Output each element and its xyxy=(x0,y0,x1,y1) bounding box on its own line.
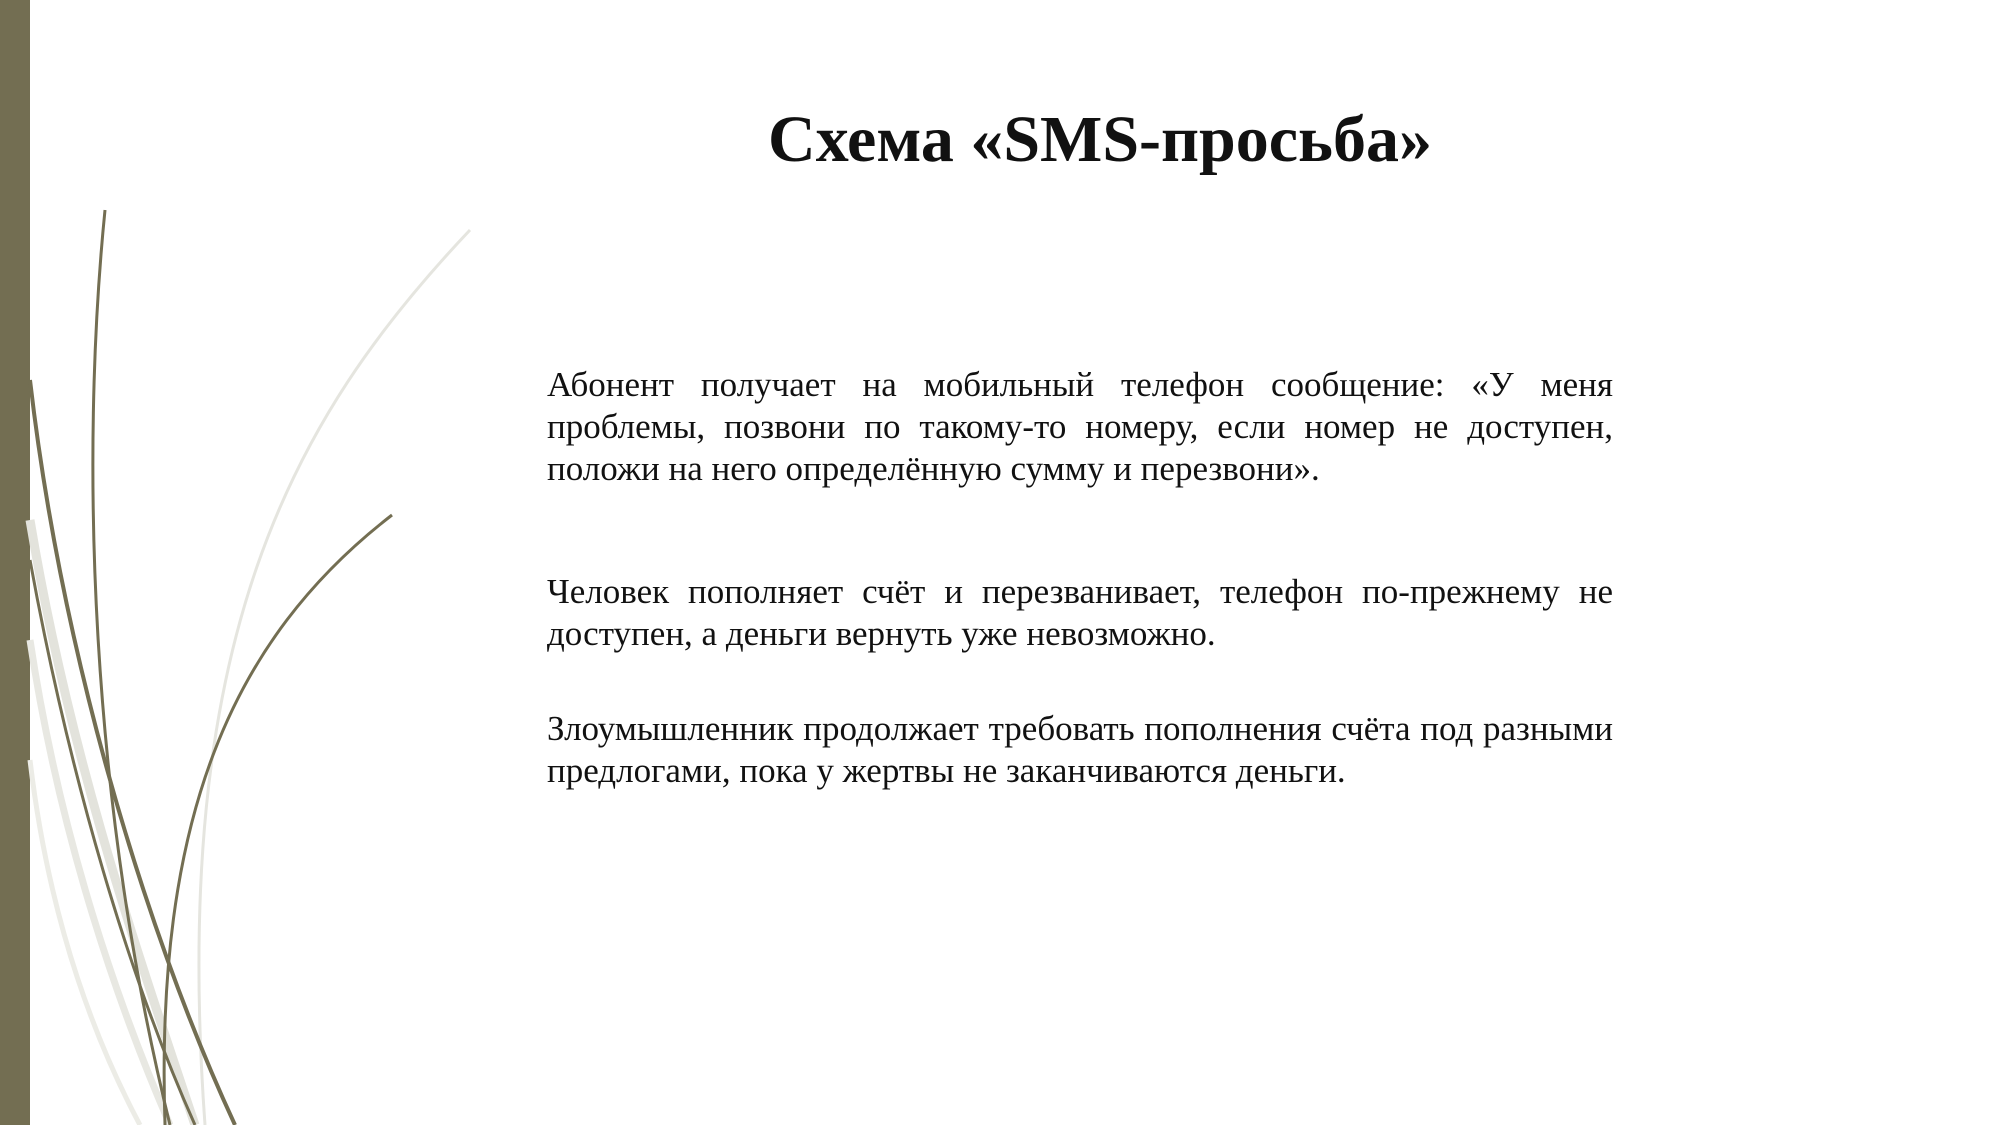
slide-title: Схема «SMS-просьба» xyxy=(768,103,1432,176)
decorative-grass-lines xyxy=(0,0,520,1125)
slide-body xyxy=(547,364,1613,792)
paragraph-sms-message: Абонент получает на мобильный телефон сообщение: «У меня проблемы, позвони по такому-то номеру, если номер не доступен, положи на него определённую сумму и перезвони». xyxy=(547,365,1613,488)
paragraph-scammer-continues: Злоумышленник продолжает требовать пополнения счёта под разными предлогами, пока у жертвы не заканчиваются деньги. xyxy=(547,709,1613,790)
paragraph-victim-pays: Человек пополняет счёт и перезванивает, телефон по-прежнему не доступен, а деньги вернуть уже невозможно. xyxy=(547,572,1613,653)
